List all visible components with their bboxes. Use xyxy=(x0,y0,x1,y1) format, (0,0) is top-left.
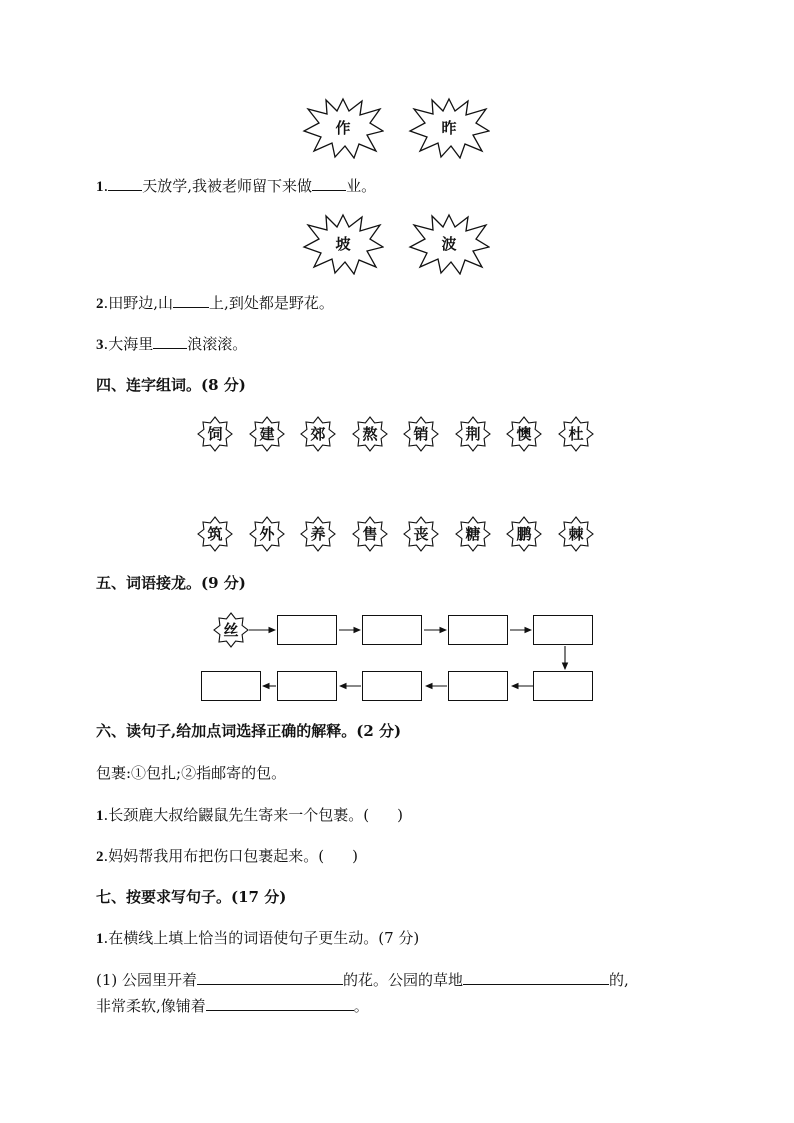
star-char: 筑 xyxy=(207,525,223,543)
star-char: 建 xyxy=(259,425,275,443)
chain-box-5[interactable] xyxy=(533,671,593,701)
q3-sentence-3: 3.大海里 浪滚滚。 xyxy=(96,335,248,353)
star-char: 饲 xyxy=(207,425,223,443)
char-star-row1-7[interactable] xyxy=(506,416,542,452)
q3-sentence-2: 2.田野边,山 上,到处都是野花。 xyxy=(96,294,334,312)
star-char: 销 xyxy=(413,425,429,443)
char-star-row1-6[interactable] xyxy=(455,416,491,452)
answer-blank[interactable] xyxy=(463,970,609,985)
burst-char: 坡 xyxy=(335,235,351,253)
char-star-row1-3[interactable] xyxy=(300,416,336,452)
star-char: 懊 xyxy=(516,425,532,443)
star-char: 鹏 xyxy=(516,525,532,543)
star-char: 棘 xyxy=(568,525,584,543)
chain-box-4[interactable] xyxy=(533,615,593,645)
answer-blank[interactable] xyxy=(312,176,346,191)
char-star-row2-6[interactable] xyxy=(455,516,491,552)
chain-box-8[interactable] xyxy=(277,671,337,701)
burst-char-zuo xyxy=(302,97,384,159)
q7-heading: 七、按要求写句子。(17 分) xyxy=(96,888,287,906)
star-char: 外 xyxy=(259,525,275,543)
answer-blank[interactable] xyxy=(173,293,209,308)
char-star-row2-8[interactable] xyxy=(558,516,594,552)
char-star-row2-4[interactable] xyxy=(352,516,388,552)
star-char: 养 xyxy=(310,525,326,543)
burst-char: 作 xyxy=(335,119,351,137)
char-star-row1-2[interactable] xyxy=(249,416,285,452)
star-char: 丧 xyxy=(413,525,429,543)
star-char: 熬 xyxy=(362,425,378,443)
q3-sentence-1: 1. 天放学,我被老师留下来做 业。 xyxy=(96,177,377,195)
q6-heading: 六、读句子,给加点词选择正确的解释。(2 分) xyxy=(96,722,402,740)
chain-box-3[interactable] xyxy=(448,615,508,645)
answer-blank[interactable] xyxy=(108,176,142,191)
burst-char: 昨 xyxy=(441,119,457,137)
burst-char-bo xyxy=(408,213,490,275)
char-star-row2-1[interactable] xyxy=(197,516,233,552)
q7-sub-1: 1.在横线上填上恰当的词语使句子更生动。(7 分) xyxy=(96,929,420,947)
star-char: 荆 xyxy=(465,425,481,443)
char-star-row1-1[interactable] xyxy=(197,416,233,452)
char-star-row2-7[interactable] xyxy=(506,516,542,552)
q4-heading: 四、连字组词。(8 分) xyxy=(96,376,246,394)
chain-box-1[interactable] xyxy=(277,615,337,645)
burst-char: 波 xyxy=(441,235,457,253)
chain-start-star: 丝 xyxy=(213,612,249,648)
char-star-row1-4[interactable] xyxy=(352,416,388,452)
char-star-row2-2[interactable] xyxy=(249,516,285,552)
char-star-row1-8[interactable] xyxy=(558,416,594,452)
char-star-row2-5[interactable] xyxy=(403,516,439,552)
q5-heading: 五、词语接龙。(9 分) xyxy=(96,574,246,592)
char-star-row2-3[interactable] xyxy=(300,516,336,552)
q7-item-1-line-1: (1) 公园里开着 的花。公园的草地 的, xyxy=(96,971,629,989)
chain-box-6[interactable] xyxy=(448,671,508,701)
q6-definition: 包裹:①包扎;②指邮寄的包。 xyxy=(96,764,287,782)
star-char: 糖 xyxy=(465,525,481,543)
burst-char-zuo2 xyxy=(408,97,490,159)
q6-sentence-1: 1.长颈鹿大叔给鼹鼠先生寄来一个包裹。( ) xyxy=(96,806,403,824)
q7-item-1-line-2: 非常柔软,像铺着 。 xyxy=(96,997,369,1015)
q6-sentence-2: 2.妈妈帮我用布把伤口包裹起来。( ) xyxy=(96,847,358,865)
burst-char-po xyxy=(302,213,384,275)
star-char: 售 xyxy=(362,525,378,543)
chain-box-7[interactable] xyxy=(362,671,422,701)
chain-box-2[interactable] xyxy=(362,615,422,645)
chain-box-9[interactable] xyxy=(201,671,261,701)
answer-blank[interactable] xyxy=(153,334,187,349)
star-char: 杜 xyxy=(568,425,584,443)
answer-blank[interactable] xyxy=(197,970,343,985)
char-star-row1-5[interactable] xyxy=(403,416,439,452)
star-char: 郊 xyxy=(310,425,326,443)
answer-blank[interactable] xyxy=(206,996,354,1011)
